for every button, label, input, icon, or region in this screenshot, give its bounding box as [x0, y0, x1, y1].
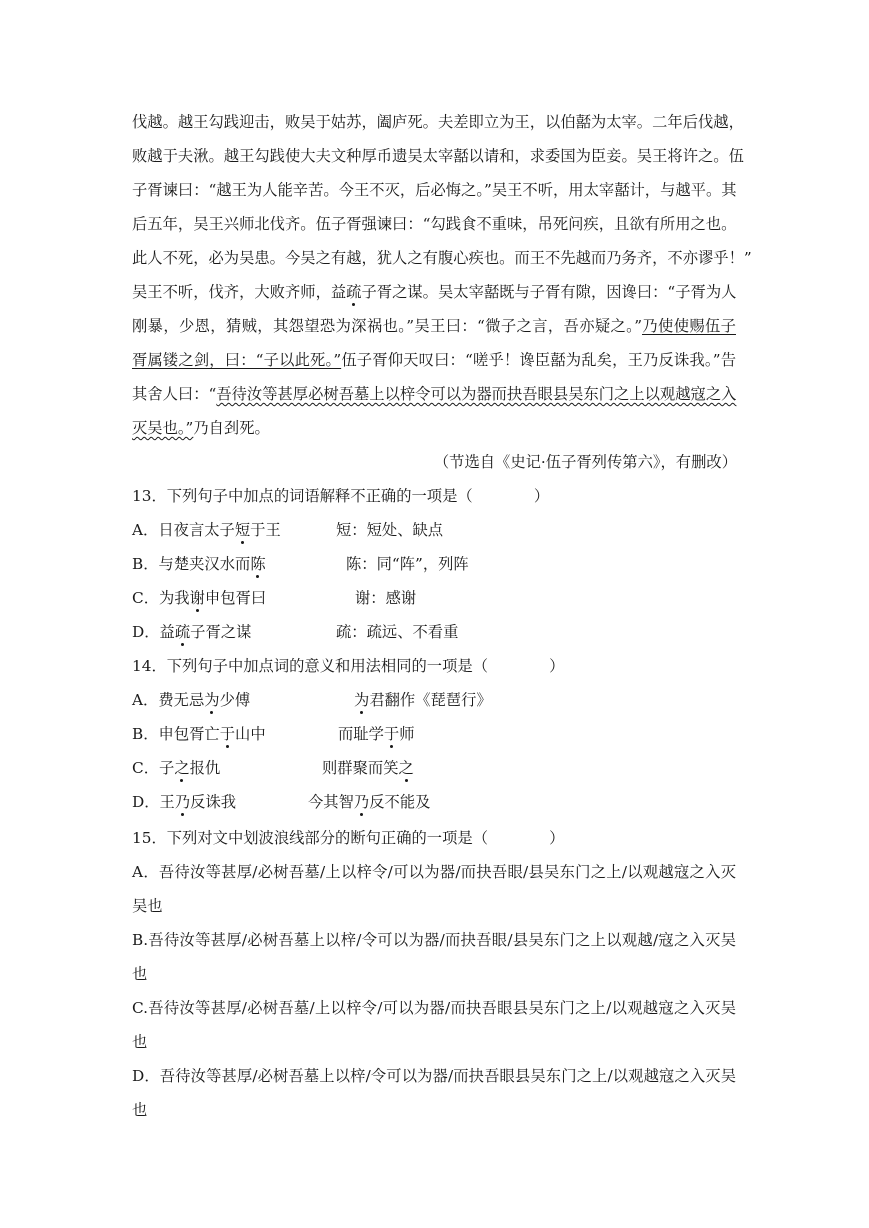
- q13-option-d-gloss: 疏：疏远、不看重: [336, 623, 459, 641]
- q14-option-d: D．王乃反诛我: [132, 793, 237, 811]
- underlined-text: 胥属镂之剑，曰：“子以此死。”: [132, 351, 342, 369]
- dotted-char: 于: [219, 725, 236, 743]
- q13-option-a: A．日夜言太子短于王: [132, 521, 281, 539]
- dotted-char: 谢: [189, 589, 205, 607]
- q14-option-c-compare: 则群聚而笑之: [322, 759, 414, 777]
- passage-line: 伐越。越王勾践迎击，败吴于姑苏，阖庐死。夫差即立为王，以伯嚭为太宰。二年后伐越，: [132, 113, 744, 131]
- q13-option-d: D．益疏子胥之谋: [132, 623, 252, 641]
- question-14-stem: 14．下列句子中加点词的意义和用法相同的一项是（ ）: [132, 657, 565, 675]
- source-citation: （节选自《史记·伍子胥列传第六》，有删改）: [433, 453, 737, 471]
- question-13-stem: 13．下列句子中加点的词语解释不正确的一项是（ ）: [132, 487, 550, 505]
- dotted-char: 短: [234, 521, 251, 539]
- dotted-char: 之: [174, 759, 190, 777]
- dotted-char: 陈: [250, 555, 266, 573]
- q15-option-c: C.吾待汝等甚厚/必树吾墓/上以梓令/可以为器/而抉吾眼县吴东门之上/以观越寇之入灭吴: [132, 999, 736, 1017]
- dotted-char: 为: [204, 691, 220, 709]
- q14-option-a: A．费无忌为少傅: [132, 691, 251, 709]
- q15-option-b-cont: 也: [132, 965, 148, 983]
- dotted-char: 乃: [353, 793, 370, 811]
- passage-line: [132, 384, 736, 404]
- dotted-char: 疏: [174, 623, 191, 641]
- passage-text: 吴王不听，伐齐，大败齐师，益: [132, 283, 347, 301]
- q14-option-b-compare: 而耻学于师: [338, 725, 415, 743]
- wavy-underlined-text: 灭吴也。”: [132, 419, 194, 437]
- q13-option-a-gloss: 短：短处、缺点: [336, 521, 444, 539]
- dotted-char: 为: [354, 691, 370, 709]
- q15-option-c-cont: 也: [132, 1033, 148, 1051]
- wavy-underlined-text: 吾待汝等甚厚必树吾墓上以梓令可以为器而抉吾眼县吴东门之上以观越寇之入: [216, 385, 737, 403]
- passage-line: [132, 418, 270, 438]
- dotted-char: 乃: [174, 793, 191, 811]
- q14-option-a-compare: 为君翻作《琵琶行》: [354, 691, 492, 709]
- passage-text: 伍子胥仰天叹曰：“嗟乎！谗臣嚭为乱矣，王乃反诛我。”告: [341, 351, 736, 369]
- q15-option-d-cont: 也: [132, 1101, 148, 1119]
- q15-option-a-cont: 吴也: [132, 897, 163, 915]
- passage-line: 败越于夫湫。越王勾践使大夫文种厚币遗吴太宰嚭以请和，求委国为臣妾。吴王将许之。伍: [132, 147, 744, 165]
- dotted-char: 之: [398, 759, 414, 777]
- passage-text: 乃自刭死。: [193, 419, 270, 437]
- q15-option-d: D．吾待汝等甚厚/必树吾墓上以梓/令可以为器/而抉吾眼县吴东门之上/以观越寇之入灭吴: [132, 1067, 736, 1085]
- q13-option-b-gloss: 陈：同“阵”，列阵: [346, 555, 469, 573]
- q13-option-b: B．与楚夹汉水而陈: [132, 555, 266, 573]
- passage-text: 刚暴，少恩，猜贼，其怨望恐为深祸也。”吴王曰：“微子之言，吾亦疑之。”: [132, 317, 643, 335]
- underlined-text: 乃使使赐伍子: [642, 317, 736, 335]
- passage-line: 后五年，吴王兴师北伐齐。伍子胥强谏曰：“勾践食不重味，吊死问疾，且欲有所用之也。: [132, 215, 737, 233]
- passage-line: [132, 350, 736, 370]
- q13-option-c-gloss: 谢：感谢: [355, 589, 417, 607]
- q14-option-c: C．子之报仇: [132, 759, 221, 777]
- q14-option-b: B．申包胥亡于山中: [132, 725, 266, 743]
- passage-text: 其舍人曰：“: [132, 385, 217, 403]
- q15-option-a: A．吾待汝等甚厚/必树吾墓/上以梓令/可以为器/而抉吾眼/县吴东门之上/以观越寇之入灭: [132, 863, 736, 881]
- dotted-char: 疏: [346, 283, 362, 301]
- passage-line: [132, 282, 736, 302]
- q13-option-c: C．为我谢申包胥曰: [132, 589, 267, 607]
- passage-line: 此人不死，必为吴患。今吴之有越，犹人之有腹心疾也。而王不先越而乃务齐，不亦谬乎！”: [132, 249, 752, 267]
- passage-line: 子胥谏曰：“越王为人能辛苦。今王不灭，后必悔之。”吴王不听，用太宰嚭计，与越平。其: [132, 181, 737, 199]
- q14-option-d-compare: 今其智乃反不能及: [308, 793, 431, 811]
- question-15-stem: 15．下列对文中划波浪线部分的断句正确的一项是（ ）: [132, 829, 565, 847]
- q15-option-b: B.吾待汝等甚厚/必树吾墓上以梓/令可以为器/而抉吾眼/县吴东门之上以观越/寇之入灭吴: [132, 931, 736, 949]
- passage-text: 子胥之谋。吴太宰嚭既与子胥有隙，因谗曰：“子胥为人: [361, 283, 737, 301]
- dotted-char: 于: [383, 725, 400, 743]
- passage-line: [132, 316, 736, 336]
